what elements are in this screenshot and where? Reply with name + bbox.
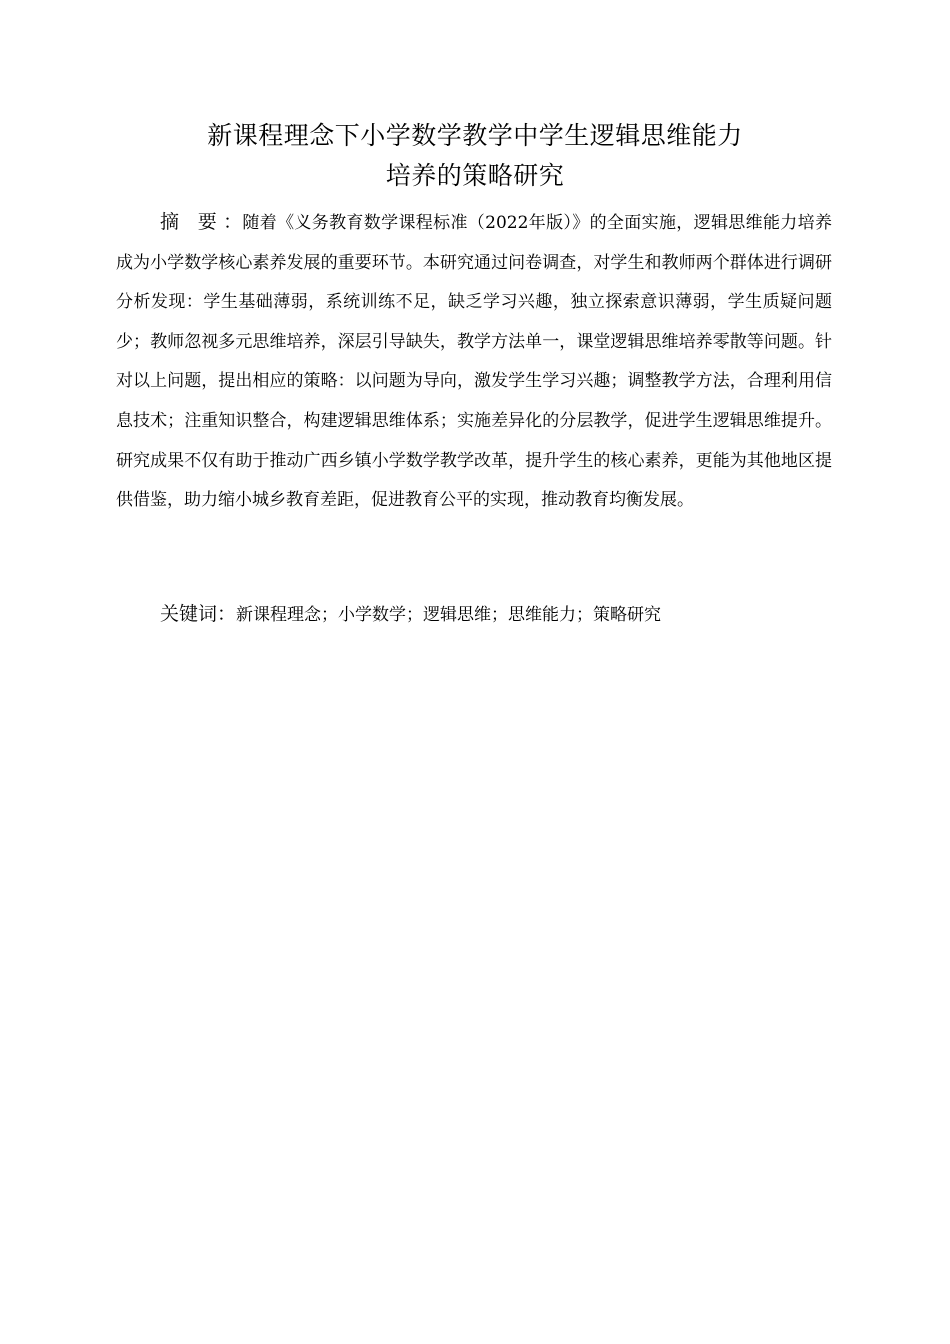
keywords-label: 关键词： xyxy=(160,603,237,625)
abstract-paragraph xyxy=(116,203,832,521)
title-line-1: 新课程理念下小学数学教学中学生逻辑思维能力 xyxy=(207,121,743,150)
title-line-2: 培养的策略研究 xyxy=(385,161,565,190)
abstract-label: 摘 要 xyxy=(160,211,224,233)
abstract-text: 随着《义务教育数学课程标准（2022年版）》的全面实施，逻辑思维能力培养成为小学数学核心素养发展的重要环节。本研究通过问卷调查，对学生和教师两个群体进行调研分析发现：学生基础薄弱，系统训练不足，缺乏学习兴趣，独立探索意识薄弱，学生质疑问题少；教师忽视多元思维培养，深层引导缺失，教学方法单一，课堂逻辑思维培养零散等问题。针对以上问题，提出相应的策略：以问题为导向，激发学生学习兴趣；调整教学方法，合理利用信息技术；注重知识整合，构建逻辑思维体系；实施差异化的分层教学，促进学生逻辑思维提升。研究成果不仅有助于推动广西乡镇小学数学教学改革，提升学生的核心素养，更能为其他地区提供借鉴，助力缩小城乡教育差距，促进教育公平的实现，推动教育均衡发展。 xyxy=(116,213,832,511)
abstract-colon: ： xyxy=(223,211,243,233)
keywords-text: 新课程理念；小学数学；逻辑思维；思维能力；策略研究 xyxy=(236,605,662,625)
keywords-line xyxy=(160,597,840,632)
